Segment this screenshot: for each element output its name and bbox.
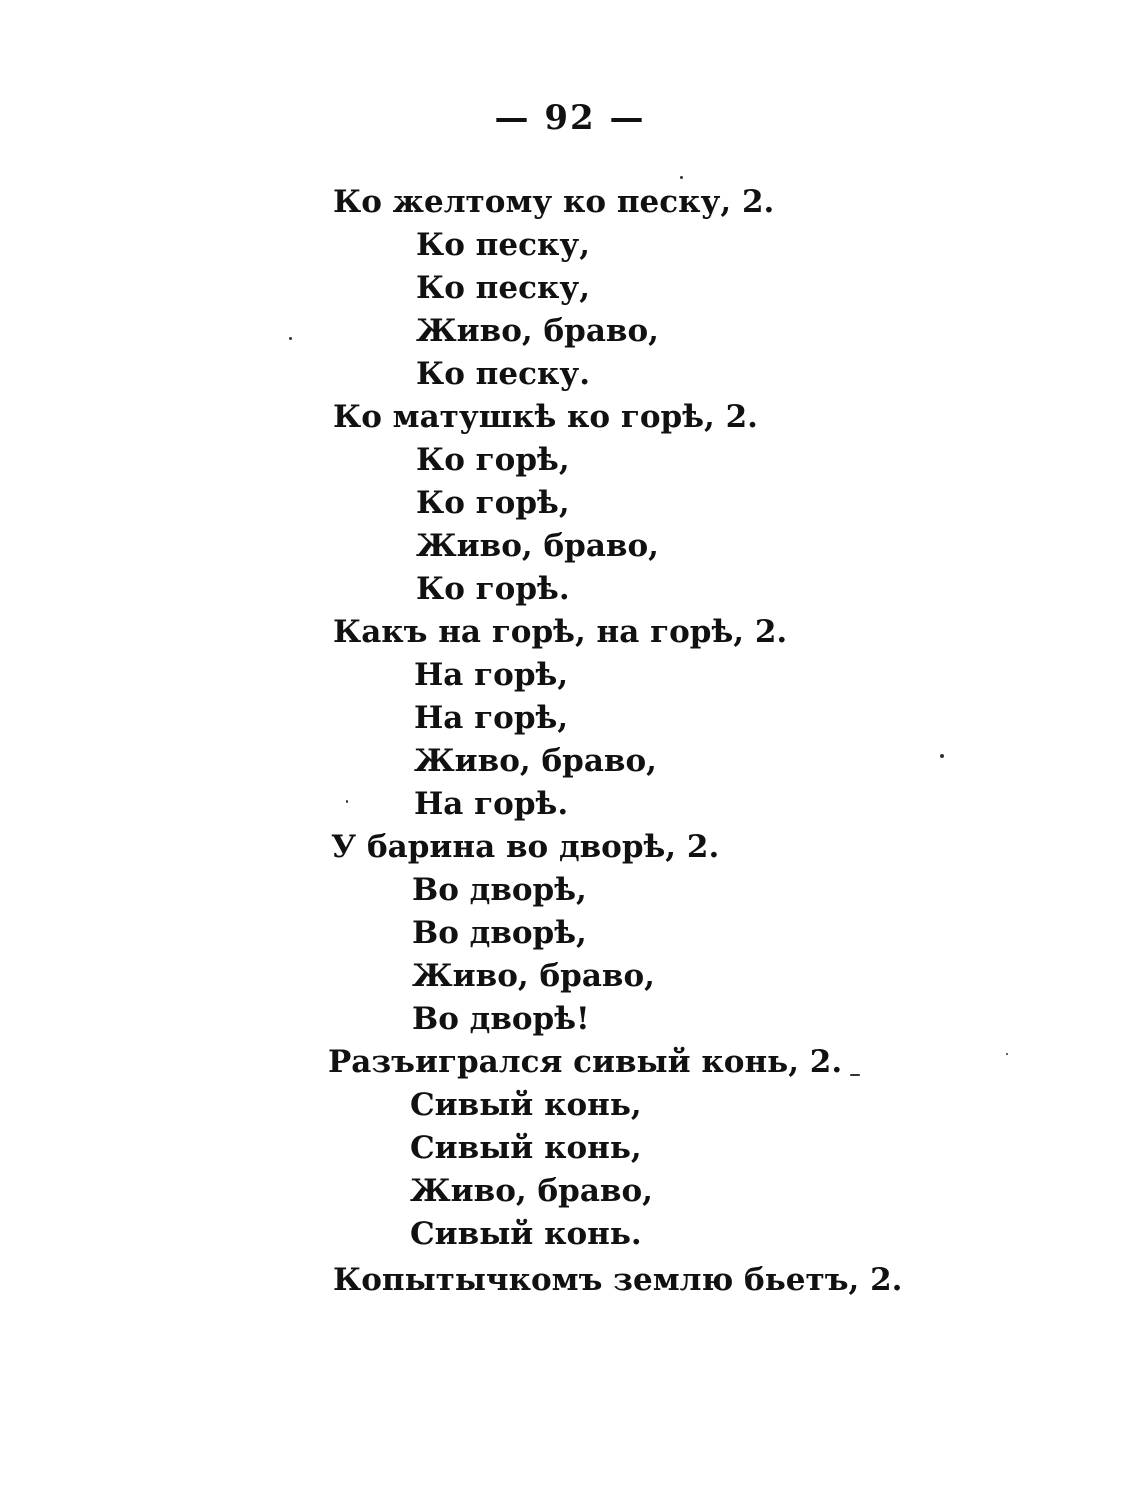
refrain-line: Ко песку, (416, 227, 590, 263)
verse-line: Ко желтому ко песку, 2. (333, 184, 775, 220)
scan-speck (940, 754, 944, 758)
verse-line: Какъ на горѣ, на горѣ, 2. (333, 614, 788, 650)
refrain-line: Сивый конь, (410, 1130, 642, 1166)
refrain-line: Ко песку, (416, 270, 590, 306)
refrain-line: На горѣ, (414, 657, 569, 693)
scan-speck (289, 337, 292, 340)
refrain-line: Ко горѣ, (416, 442, 570, 478)
scan-speck (346, 800, 348, 803)
refrain-line: Живо, браво, (416, 313, 659, 349)
page-number: — 92 — (494, 98, 646, 138)
refrain-line: Во дворѣ, (412, 872, 587, 908)
scan-speck (1006, 1053, 1008, 1055)
verse-line: Ко матушкѣ ко горѣ, 2. (333, 399, 758, 435)
refrain-line: На горѣ, (414, 700, 569, 736)
refrain-line: Ко песку. (416, 356, 590, 392)
scan-speck (680, 176, 683, 179)
refrain-line: Ко горѣ, (416, 485, 570, 521)
refrain-line: Сивый конь, (410, 1087, 642, 1123)
refrain-line: Во дворѣ! (412, 1001, 590, 1037)
refrain-line: Живо, браво, (412, 958, 655, 994)
refrain-line: Живо, браво, (416, 528, 659, 564)
scan-speck (850, 1074, 860, 1076)
refrain-line: Сивый конь. (410, 1216, 642, 1252)
refrain-line: На горѣ. (414, 786, 569, 822)
verse-line: Копытычкомъ землю бьетъ, 2. (333, 1262, 903, 1298)
refrain-line: Живо, браво, (410, 1173, 653, 1209)
verse-line: Разъигрался сивый конь, 2. (328, 1044, 843, 1080)
refrain-line: Ко горѣ. (416, 571, 570, 607)
refrain-line: Живо, браво, (414, 743, 657, 779)
verse-line: У барина во дворѣ, 2. (331, 829, 720, 865)
refrain-line: Во дворѣ, (412, 915, 587, 951)
